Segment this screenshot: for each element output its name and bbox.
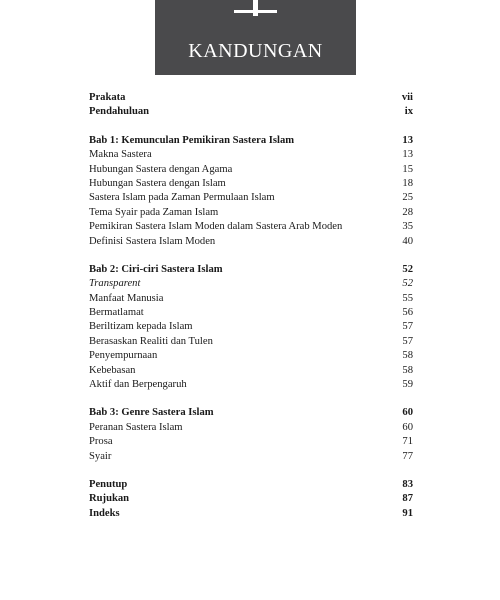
toc-page-number: 25 — [402, 192, 413, 204]
page-title: KANDUNGAN — [188, 40, 323, 62]
toc-entry-title: Bab 2: Ciri-ciri Sastera Islam — [89, 263, 223, 275]
toc-entry-row[interactable] — [89, 450, 413, 464]
header-decoration-bar — [234, 10, 277, 13]
toc-entry-row[interactable] — [89, 177, 413, 191]
toc-entry-title: Tema Syair pada Zaman Islam — [89, 206, 219, 218]
toc-entry-row[interactable] — [89, 349, 413, 363]
toc-page-number: 57 — [402, 335, 413, 347]
toc-page-number: 18 — [402, 177, 413, 189]
toc-heading-row[interactable] — [89, 478, 413, 492]
toc-group — [89, 406, 413, 464]
toc-page-number: 58 — [402, 350, 413, 362]
toc-heading-row[interactable] — [89, 105, 413, 119]
toc-page-number: vii — [401, 92, 413, 103]
toc-entry-row[interactable] — [89, 191, 413, 205]
toc-entry-title: Bermatlamat — [89, 307, 144, 319]
toc-page-number: 71 — [402, 436, 413, 448]
toc-entry-row[interactable] — [89, 235, 413, 249]
toc-page-number: 35 — [402, 221, 413, 233]
toc-heading-row[interactable] — [89, 406, 413, 420]
toc-entry-title: Transparent — [89, 278, 141, 290]
toc-entry-row[interactable] — [89, 421, 413, 435]
toc-entry-row[interactable] — [89, 206, 413, 220]
toc-page-number: 40 — [402, 235, 413, 247]
toc-page-number: 13 — [402, 134, 413, 146]
toc-page-number: 77 — [402, 450, 413, 462]
toc-entry-title: Beriltizam kepada Islam — [89, 321, 193, 333]
toc-page-number: ix — [404, 106, 413, 118]
table-of-contents — [89, 91, 413, 535]
toc-page-number: 52 — [402, 278, 413, 290]
toc-entry-row[interactable] — [89, 220, 413, 234]
toc-page-number: 58 — [402, 364, 413, 376]
toc-heading-row[interactable] — [89, 91, 413, 105]
toc-page-number: 87 — [402, 493, 413, 505]
toc-entry-title: Kebebasan — [89, 364, 136, 376]
toc-entry-title: Sastera Islam pada Zaman Permulaan Islam — [89, 192, 275, 204]
toc-entry-row[interactable] — [89, 163, 413, 177]
toc-entry-title: Penutup — [89, 478, 128, 490]
toc-entry-title: Definisi Sastera Islam Moden — [89, 235, 216, 247]
toc-entry-title: Indeks — [89, 507, 120, 519]
toc-entry-row[interactable] — [89, 335, 413, 349]
toc-page-number: 52 — [402, 263, 413, 275]
toc-page-number: 91 — [402, 507, 413, 519]
toc-group — [89, 91, 413, 120]
toc-group — [89, 478, 413, 521]
toc-entry-row[interactable] — [89, 292, 413, 306]
toc-entry-title: Penyempurnaan — [89, 350, 158, 362]
toc-heading-row[interactable] — [89, 492, 413, 506]
toc-entry-row[interactable] — [89, 435, 413, 449]
toc-entry-title: Hubungan Sastera dengan Agama — [89, 163, 233, 175]
header-decoration-icon — [253, 0, 258, 16]
toc-entry-title: Peranan Sastera Islam — [89, 421, 183, 433]
toc-entry-row[interactable] — [89, 277, 413, 291]
toc-page-number: 28 — [402, 206, 413, 218]
toc-page-number: 56 — [402, 307, 413, 319]
toc-entry-title: Manfaat Manusia — [89, 292, 164, 304]
toc-page-number: 60 — [402, 407, 413, 419]
toc-entry-title: Aktif dan Berpengaruh — [89, 379, 187, 391]
toc-entry-row[interactable] — [89, 148, 413, 162]
chapter-header-block — [155, 0, 356, 75]
toc-entry-title: Berasaskan Realiti dan Tulen — [89, 335, 213, 347]
toc-group — [89, 263, 413, 393]
toc-entry-title: Prakata — [89, 92, 126, 103]
toc-page-number: 83 — [402, 478, 413, 490]
toc-entry-title: Hubungan Sastera dengan Islam — [89, 177, 226, 189]
toc-heading-row[interactable] — [89, 134, 413, 148]
toc-entry-title: Syair — [89, 450, 112, 462]
toc-heading-row[interactable] — [89, 507, 413, 521]
toc-page-number: 60 — [402, 421, 413, 433]
toc-entry-row[interactable] — [89, 306, 413, 320]
toc-page-number: 55 — [402, 292, 413, 304]
toc-entry-title: Prosa — [89, 436, 113, 448]
toc-page-number: 13 — [402, 149, 413, 161]
toc-entry-title: Makna Sastera — [89, 149, 152, 161]
toc-entry-title: Rujukan — [89, 493, 130, 505]
toc-entry-row[interactable] — [89, 364, 413, 378]
toc-entry-title: Pendahuluan — [89, 106, 150, 118]
toc-page-number: 59 — [402, 379, 413, 391]
toc-heading-row[interactable] — [89, 263, 413, 277]
toc-page-number: 57 — [402, 321, 413, 333]
toc-entry-title: Bab 3: Genre Sastera Islam — [89, 407, 214, 419]
toc-entry-title: Pemikiran Sastera Islam Moden dalam Sastera Arab Moden — [89, 221, 343, 233]
toc-entry-row[interactable] — [89, 320, 413, 334]
toc-group — [89, 134, 413, 249]
toc-entry-title: Bab 1: Kemunculan Pemikiran Sastera Islam — [89, 134, 295, 146]
toc-entry-row[interactable] — [89, 378, 413, 392]
toc-page-number: 15 — [402, 163, 413, 175]
